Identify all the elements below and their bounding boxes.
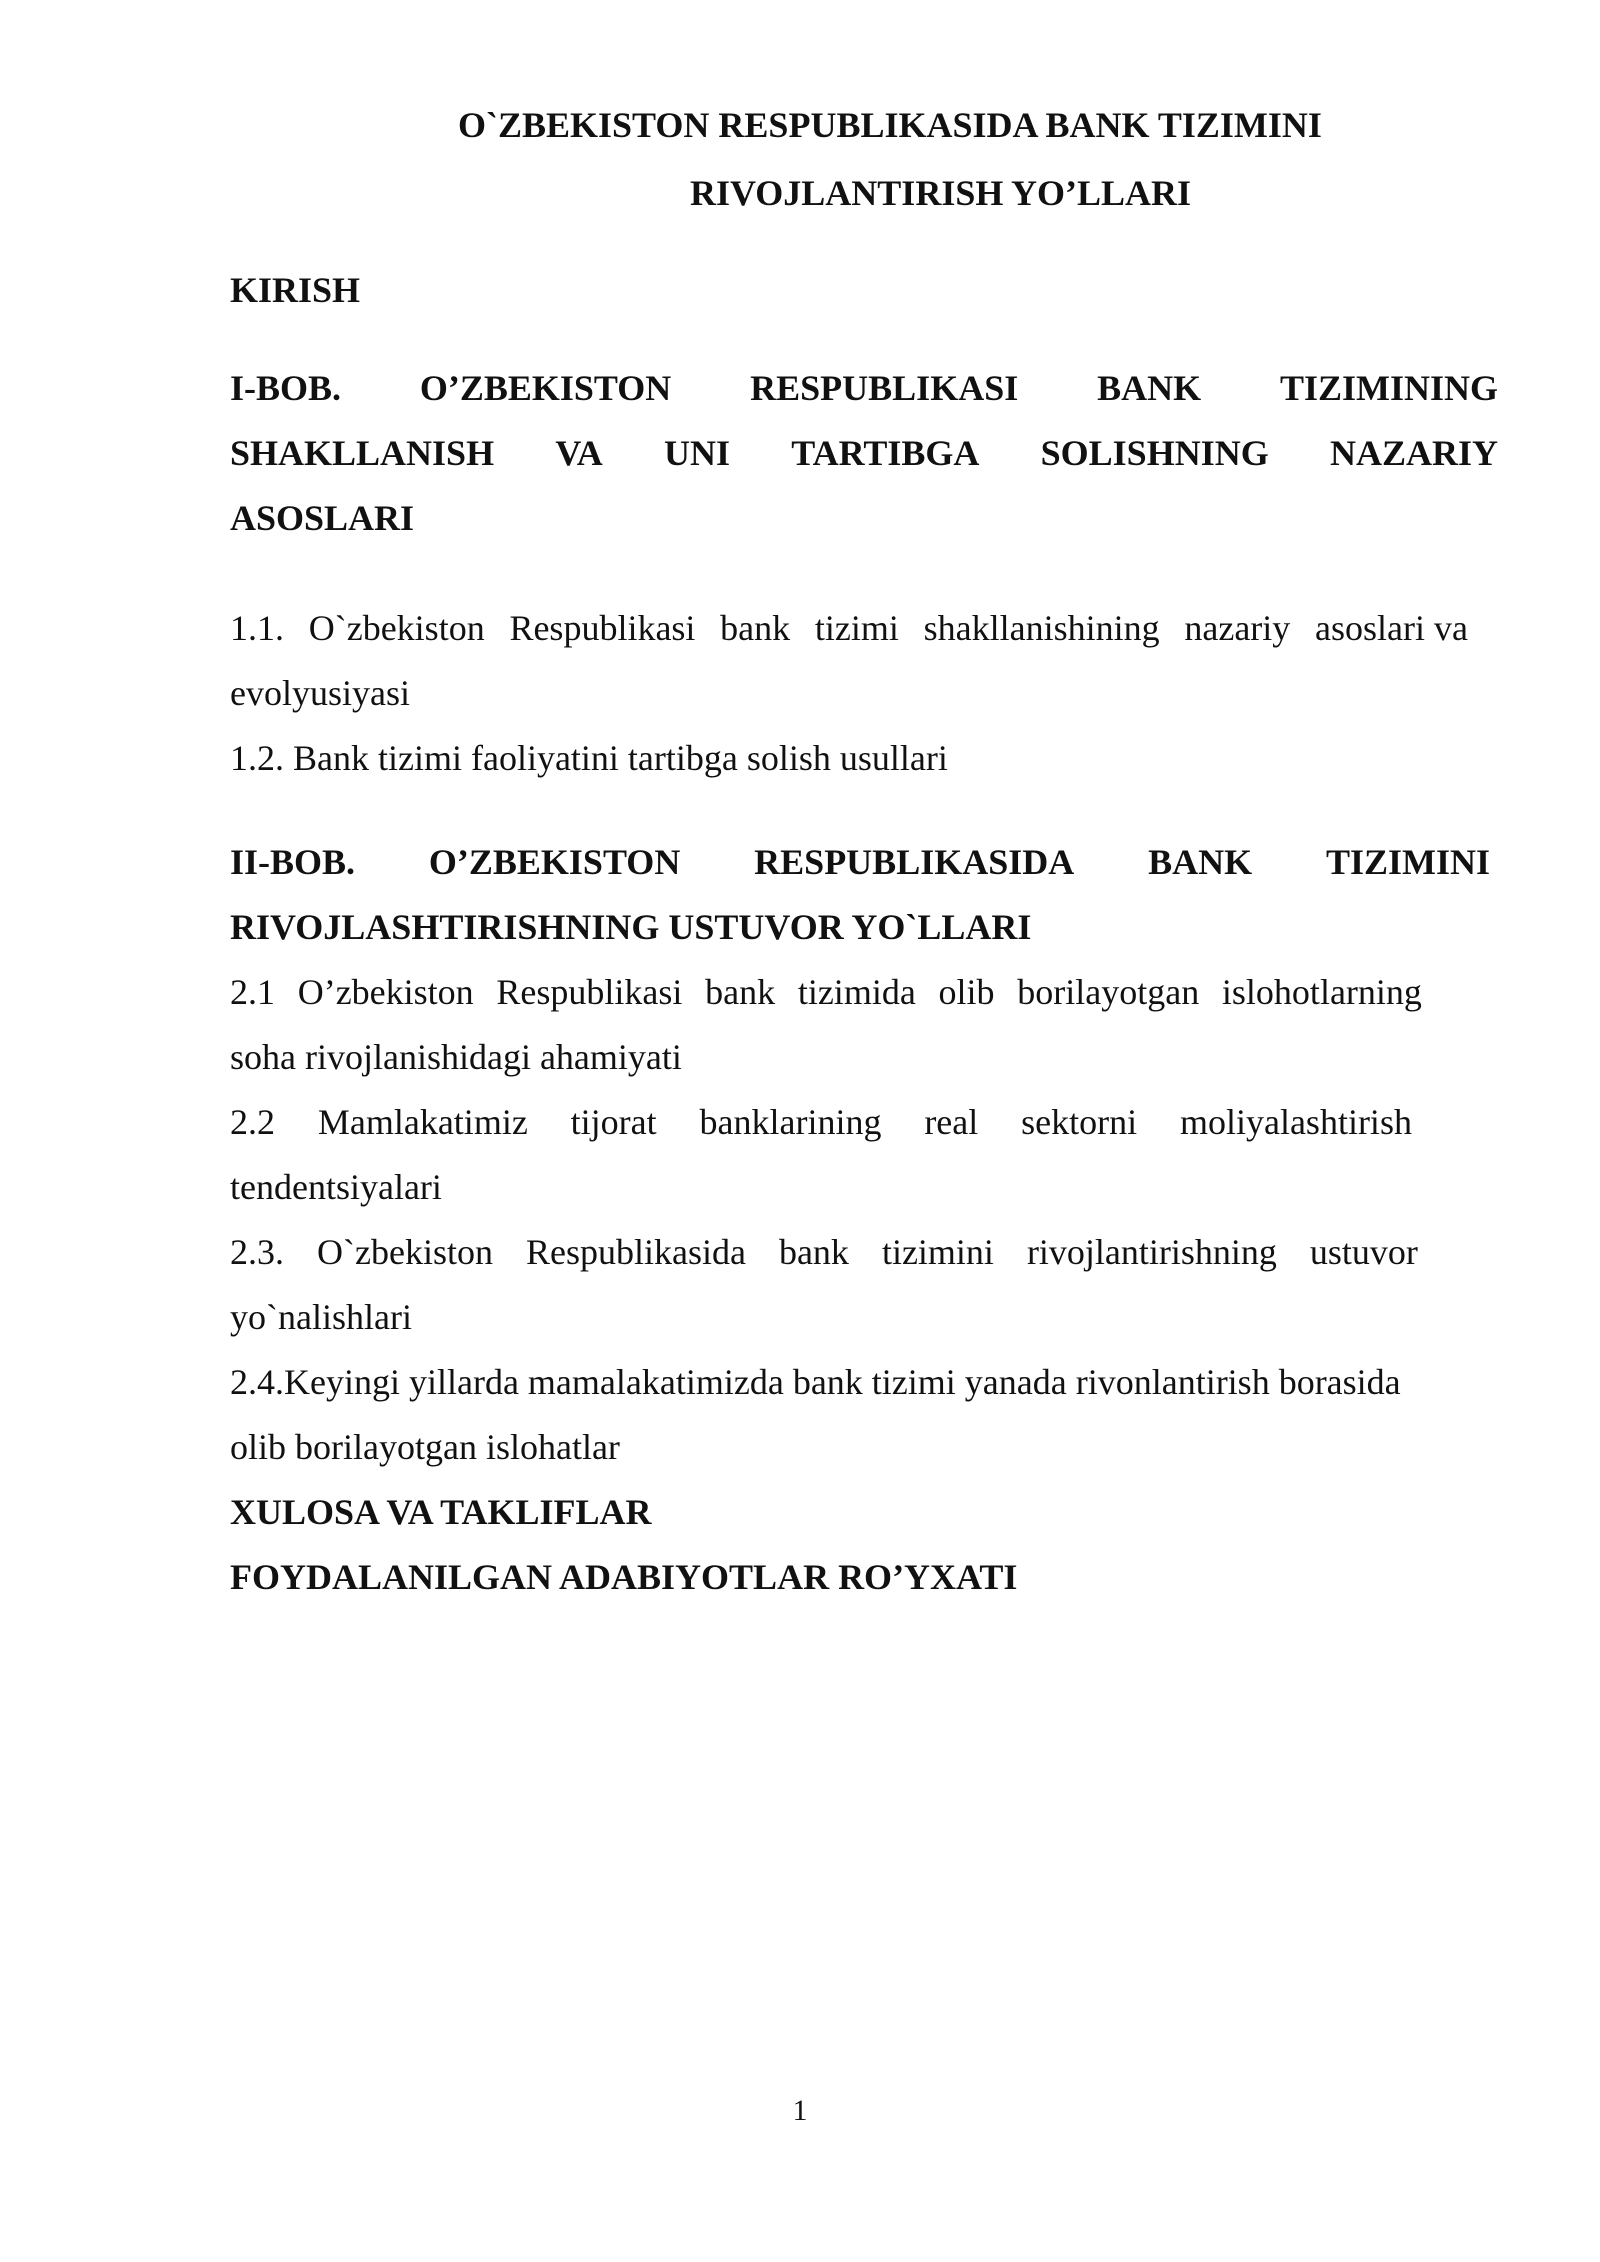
toc-chapter-1-line-3: ASOSLARI (230, 498, 415, 538)
toc-chapter-2-line-2: RIVOJLASHTIRISHNING USTUVOR YO`LLARI (230, 907, 1032, 947)
toc-section-1-1 (230, 596, 1498, 726)
toc-section-2-1 (230, 960, 1498, 1090)
toc-word: RESPUBLIKASI (750, 368, 1019, 408)
toc-word: nazariy (1184, 608, 1291, 648)
toc-conclusion: XULOSA VA TAKLIFLAR (230, 1492, 652, 1532)
toc-word: 2.3. (230, 1232, 284, 1272)
document-title-line-1: O`ZBEKISTON RESPUBLIKASIDA BANK TIZIMINI (458, 105, 1322, 145)
toc-word: BANK (1148, 842, 1253, 882)
toc-word: O’ZBEKISTON (419, 368, 672, 408)
toc-references: FOYDALANILGAN ADABIYOTLAR RO’YXATI (230, 1557, 1018, 1597)
toc-word: tijorat (570, 1102, 657, 1142)
toc-section-2-3-line-2: yo`nalishlari (230, 1297, 412, 1337)
toc-word: TIZIMINING (1279, 368, 1498, 408)
toc-word: O’zbekiston (297, 972, 474, 1012)
toc-word: II-BOB. (230, 842, 356, 882)
toc-word: BANK (1097, 368, 1202, 408)
toc-chapter-2 (230, 830, 1498, 960)
toc-section-1-1-line-1 (230, 596, 1468, 661)
toc-section-2-4-line-1: 2.4.Keyingi yillarda mamalakatimizda bank tizimi yanada rivonlantirish borasida (230, 1362, 1401, 1402)
toc-section-1-2-line-1: 1.2. Bank tizimi faoliyatini tartibga solish usullari (230, 738, 948, 778)
toc-section-2-2 (230, 1090, 1498, 1220)
toc-section-2-2-line-1 (230, 1090, 1412, 1155)
toc-section-1-1-line-2: evolyusiyasi (230, 673, 410, 713)
toc-word: I-BOB. (230, 368, 342, 408)
toc-word: moliyalashtirish (1179, 1102, 1412, 1142)
toc-word: UNI (663, 433, 730, 473)
toc-word: sektorni (1021, 1102, 1138, 1142)
toc-word: rivojlantirishning (1026, 1232, 1277, 1272)
toc-chapter-1-line-2 (230, 421, 1498, 486)
toc-word: tizimini (881, 1232, 994, 1272)
toc-chapter-2-line-1 (230, 830, 1490, 895)
toc-word: banklarining (699, 1102, 882, 1142)
toc-word: tizimida (797, 972, 916, 1012)
toc-word: 1.1. (230, 608, 284, 648)
toc-word: islohotlarning (1221, 972, 1422, 1012)
toc-section-2-4 (230, 1350, 1498, 1480)
toc-section-2-3-line-1 (230, 1220, 1418, 1285)
toc-word: olib (938, 972, 995, 1012)
toc-word: Respublikasida (525, 1232, 746, 1272)
toc-word: TIZIMINI (1325, 842, 1490, 882)
toc-word: SOLISHNING (1040, 433, 1269, 473)
toc-word: TARTIBGA (791, 433, 980, 473)
document-title-line-2: RIVOJLANTIRISH YO’LLARI (690, 173, 1192, 213)
toc-word: borilayotgan (1017, 972, 1200, 1012)
toc-word: Mamlakatimiz (317, 1102, 528, 1142)
toc-word: ustuvor (1309, 1232, 1418, 1272)
toc-word: tizimi (814, 608, 899, 648)
toc-chapter-1 (230, 356, 1498, 551)
toc-word: bank (705, 972, 776, 1012)
toc-intro: KIRISH (230, 270, 361, 310)
toc-word: O`zbekiston (317, 1232, 493, 1272)
toc-word: shakllanishining (923, 608, 1160, 648)
toc-word: RESPUBLIKASIDA (754, 842, 1075, 882)
toc-word: asoslari va (1315, 608, 1468, 648)
toc-word: 2.2 (230, 1102, 275, 1142)
toc-section-2-1-line-2: soha rivojlanishidagi ahamiyati (230, 1037, 682, 1077)
toc-word: O’ZBEKISTON (428, 842, 681, 882)
toc-section-2-1-line-1 (230, 960, 1422, 1025)
toc-word: bank (778, 1232, 849, 1272)
toc-section-2-2-line-2: tendentsiyalari (230, 1167, 442, 1207)
toc-section-1-2 (230, 726, 1498, 791)
toc-word: Respublikasi (496, 972, 683, 1012)
toc-word: bank (720, 608, 791, 648)
toc-section-2-3 (230, 1220, 1498, 1350)
toc-word: SHAKLLANISH (230, 433, 495, 473)
page-number: 1 (792, 2094, 808, 2127)
toc-chapter-1-line-1 (230, 356, 1498, 421)
toc-word: 2.1 (230, 972, 275, 1012)
toc-word: O`zbekiston (308, 608, 485, 648)
toc-word: real (924, 1102, 979, 1142)
toc-word: Respublikasi (509, 608, 696, 648)
toc-word: NAZARIY (1329, 433, 1498, 473)
toc-section-2-4-line-2: olib borilayotgan islohatlar (230, 1427, 620, 1467)
toc-word: VA (555, 433, 603, 473)
